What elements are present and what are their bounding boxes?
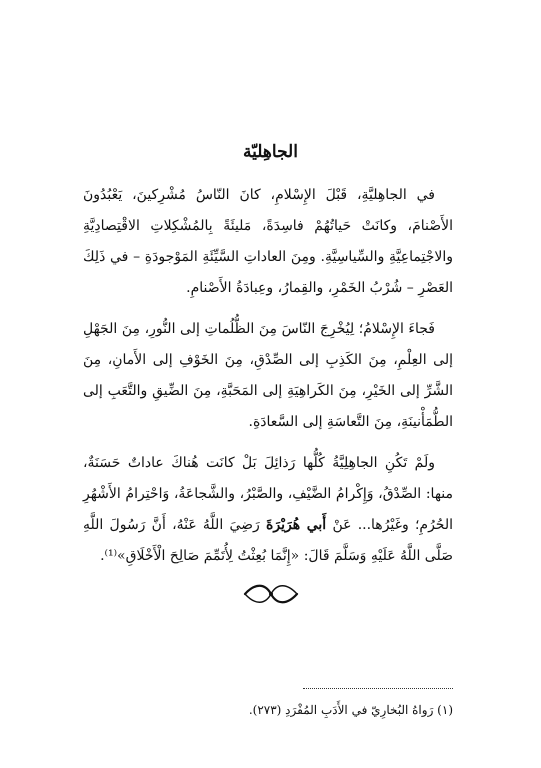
paragraph-3 [83, 448, 453, 572]
section-ornament [0, 580, 541, 608]
paragraph-3-end: رَضِيَ اللَّهُ عَنْهُ، أَنَّ رَسُولَ اللَّهِ صَلَّى اللَّهُ عَلَيْهِ وَسَلَّمَ قَالَ: «إِنَّمَا بُعِثْتُ لِأُتَمِّمَ صَالِحَ الْأَخْلَاقِ»⁽¹⁾. [83, 517, 453, 564]
footnote-divider [303, 688, 453, 689]
footnote: (١) رَواهُ البُخارِيّ في الأَدَبِ المُفْرَدِ (٢٧٣). [248, 703, 453, 717]
ornament-icon [241, 581, 301, 607]
paragraph-3-start: ولَمْ تَكُنِ الجاهِلِيَّةُ كُلُّها رَذائِلَ بَلْ كانَت هُناكَ عاداتٌ حَسَنَةٌ، منها: الصِّدْقُ، وَإِكْرامُ الضَّيْفِ، والصَّبْرُ، والشَّجاعَةُ، وَاحْتِرامُ الأَشْهُرِ الحُرُمِ؛ وغَيْرُها... عَنْ [83, 455, 453, 533]
body-text [83, 180, 453, 582]
paragraph-1: في الجاهِليَّةِ، قَبْلَ الإِسْلامِ، كانَ النّاسُ مُشْرِكينَ، يَعْبُدُونَ الأَصْنامَ، وكانَتْ حَياتُهُمْ فاسِدَةً، مَليئَةً بِالمُشْكِلاتِ الاقْتِصادِيَّةِ والاجْتِماعِيَّةِ والسِّياسِيَّةِ. ومِنَ العاداتِ السَّيِّئَةِ المَوْجودَةِ – في ذَلِكَ العَصْرِ – شُرْبُ الخَمْرِ، والقِمارُ، وعِبادَةُ الأَصْنامِ. [83, 187, 453, 296]
page-title: الجاهِليّة [243, 142, 298, 162]
narrator-name: أَبي هُرَيْرَةَ [266, 517, 327, 533]
paragraph-2: فَجاءَ الإِسْلامُ؛ لِيُخْرِجَ النّاسَ مِنَ الظُّلُماتِ إلى النُّورِ، مِنَ الجَهْلِ إلى العِلْمِ، مِنَ الكَذِبِ إلى الصِّدْقِ، مِنَ الخَوْفِ إلى الأَمانِ، مِنَ الشَّرِّ إلى الخَيْرِ، مِنَ الكَراهِيَةِ إلى المَحَبَّةِ، مِنَ الضِّيقِ والتَّعَبِ إلى الطُّمَأْنينَةِ، مِنَ التَّعاسَةِ إلى السَّعادَةِ. [83, 321, 453, 430]
